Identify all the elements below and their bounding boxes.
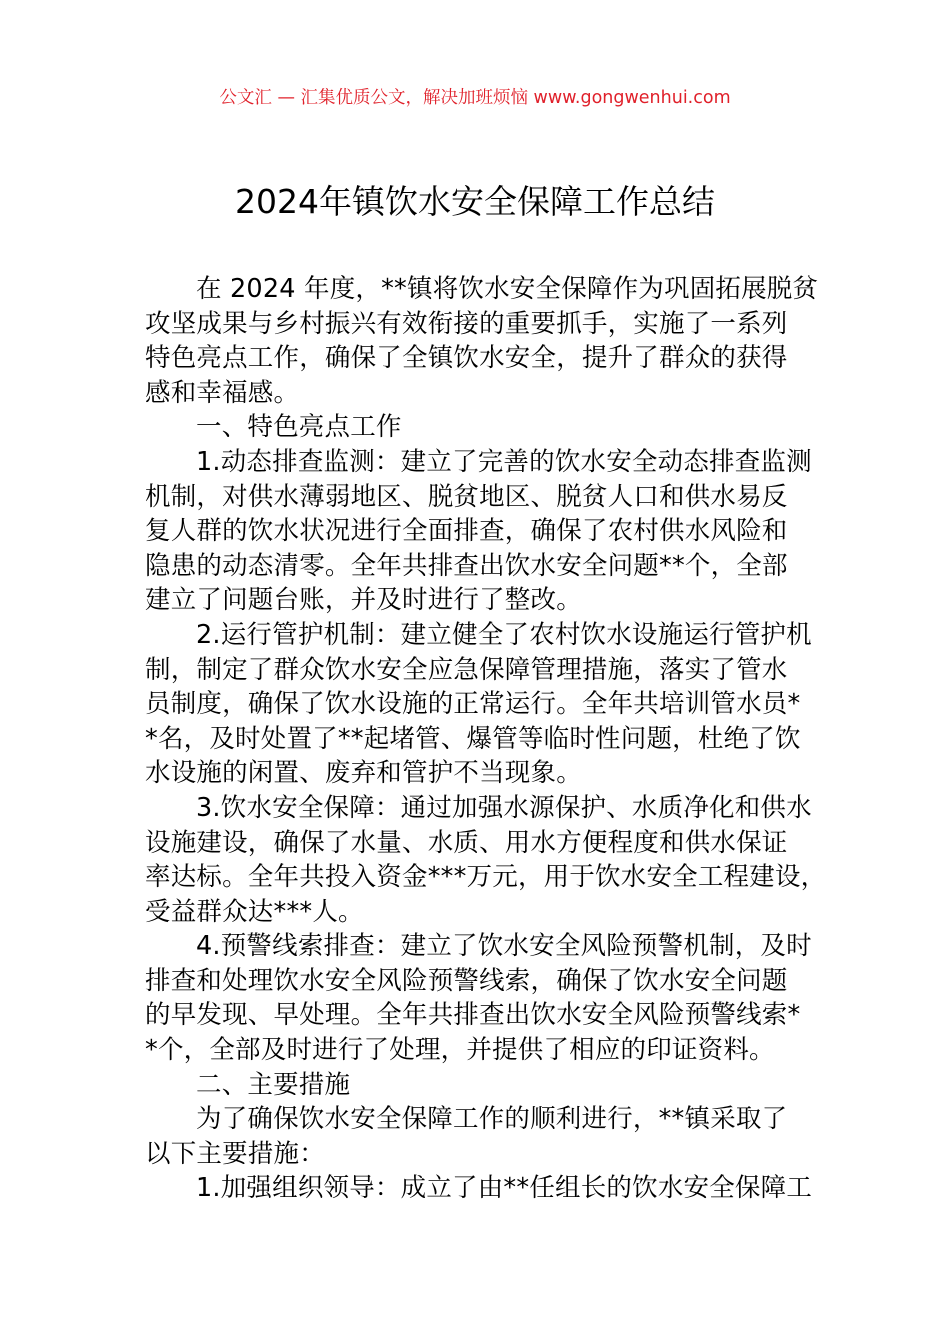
body-text-line: 设施建设，确保了水量、水质、用水方便程度和供水保证 bbox=[145, 827, 788, 858]
body-text-line: 率达标。全年共投入资金***万元，用于饮水安全工程建设， bbox=[145, 862, 827, 893]
body-text-line: 在 2024 年度，**镇将饮水安全保障作为巩固拓展脱贫 bbox=[196, 274, 819, 304]
body-text-line: 制，制定了群众饮水安全应急保障管理措施，落实了管水 bbox=[145, 654, 788, 685]
body-text-line: 二、主要措施 bbox=[196, 1069, 351, 1100]
body-text-line: 感和幸福感。 bbox=[145, 377, 300, 408]
body-text-line: *名，及时处置了**起堵管、爆管等临时性问题，杜绝了饮 bbox=[145, 723, 801, 754]
document-title: 2024年镇饮水安全保障工作总结 bbox=[235, 182, 715, 221]
body-text-line: 受益群众达***人。 bbox=[145, 896, 364, 927]
body-text-line: 员制度，确保了饮水设施的正常运行。全年共培训管水员* bbox=[145, 689, 801, 720]
document-body bbox=[145, 272, 835, 1206]
body-text-line: 排查和处理饮水安全风险预警线索，确保了饮水安全问题 bbox=[145, 965, 788, 996]
body-text-line: 一、特色亮点工作 bbox=[196, 412, 402, 443]
body-text-line: 复人群的饮水状况进行全面排查，确保了农村供水风险和 bbox=[145, 516, 788, 547]
body-text-line: 4.预警线索排查：建立了饮水安全风险预警机制，及时 bbox=[196, 931, 812, 962]
body-text-line: 的早发现、早处理。全年共排查出饮水安全风险预警线索* bbox=[145, 1000, 801, 1031]
body-text-line: 建立了问题台账，并及时进行了整改。 bbox=[145, 585, 582, 616]
body-text-line: 隐患的动态清零。全年共排查出饮水安全问题**个，全部 bbox=[145, 550, 788, 581]
body-text-line: 1.动态排查监测：建立了完善的饮水安全动态排查监测 bbox=[196, 446, 812, 477]
body-text-line: 2.运行管护机制：建立健全了农村饮水设施运行管护机 bbox=[196, 619, 812, 650]
body-text-line: *个，全部及时进行了处理，并提供了相应的印证资料。 bbox=[145, 1035, 775, 1066]
body-text-line: 机制，对供水薄弱地区、脱贫地区、脱贫人口和供水易反 bbox=[145, 481, 788, 512]
body-text-line: 为了确保饮水安全保障工作的顺利进行，**镇采取了 bbox=[196, 1104, 788, 1135]
watermark-header: 公文汇 — 汇集优质公文，解决加班烦恼 www.gongwenhui.com bbox=[219, 88, 731, 108]
body-text-line: 1.加强组织领导：成立了由**任组长的饮水安全保障工 bbox=[196, 1173, 813, 1204]
body-text-line: 攻坚成果与乡村振兴有效衔接的重要抓手，实施了一系列 bbox=[145, 308, 788, 339]
body-text-line: 水设施的闲置、废弃和管护不当现象。 bbox=[145, 758, 582, 789]
body-text-line: 3.饮水安全保障：通过加强水源保护、水质净化和供水 bbox=[196, 792, 812, 823]
body-text-line: 特色亮点工作，确保了全镇饮水安全，提升了群众的获得 bbox=[145, 343, 788, 374]
body-text-line: 以下主要措施： bbox=[145, 1138, 325, 1169]
